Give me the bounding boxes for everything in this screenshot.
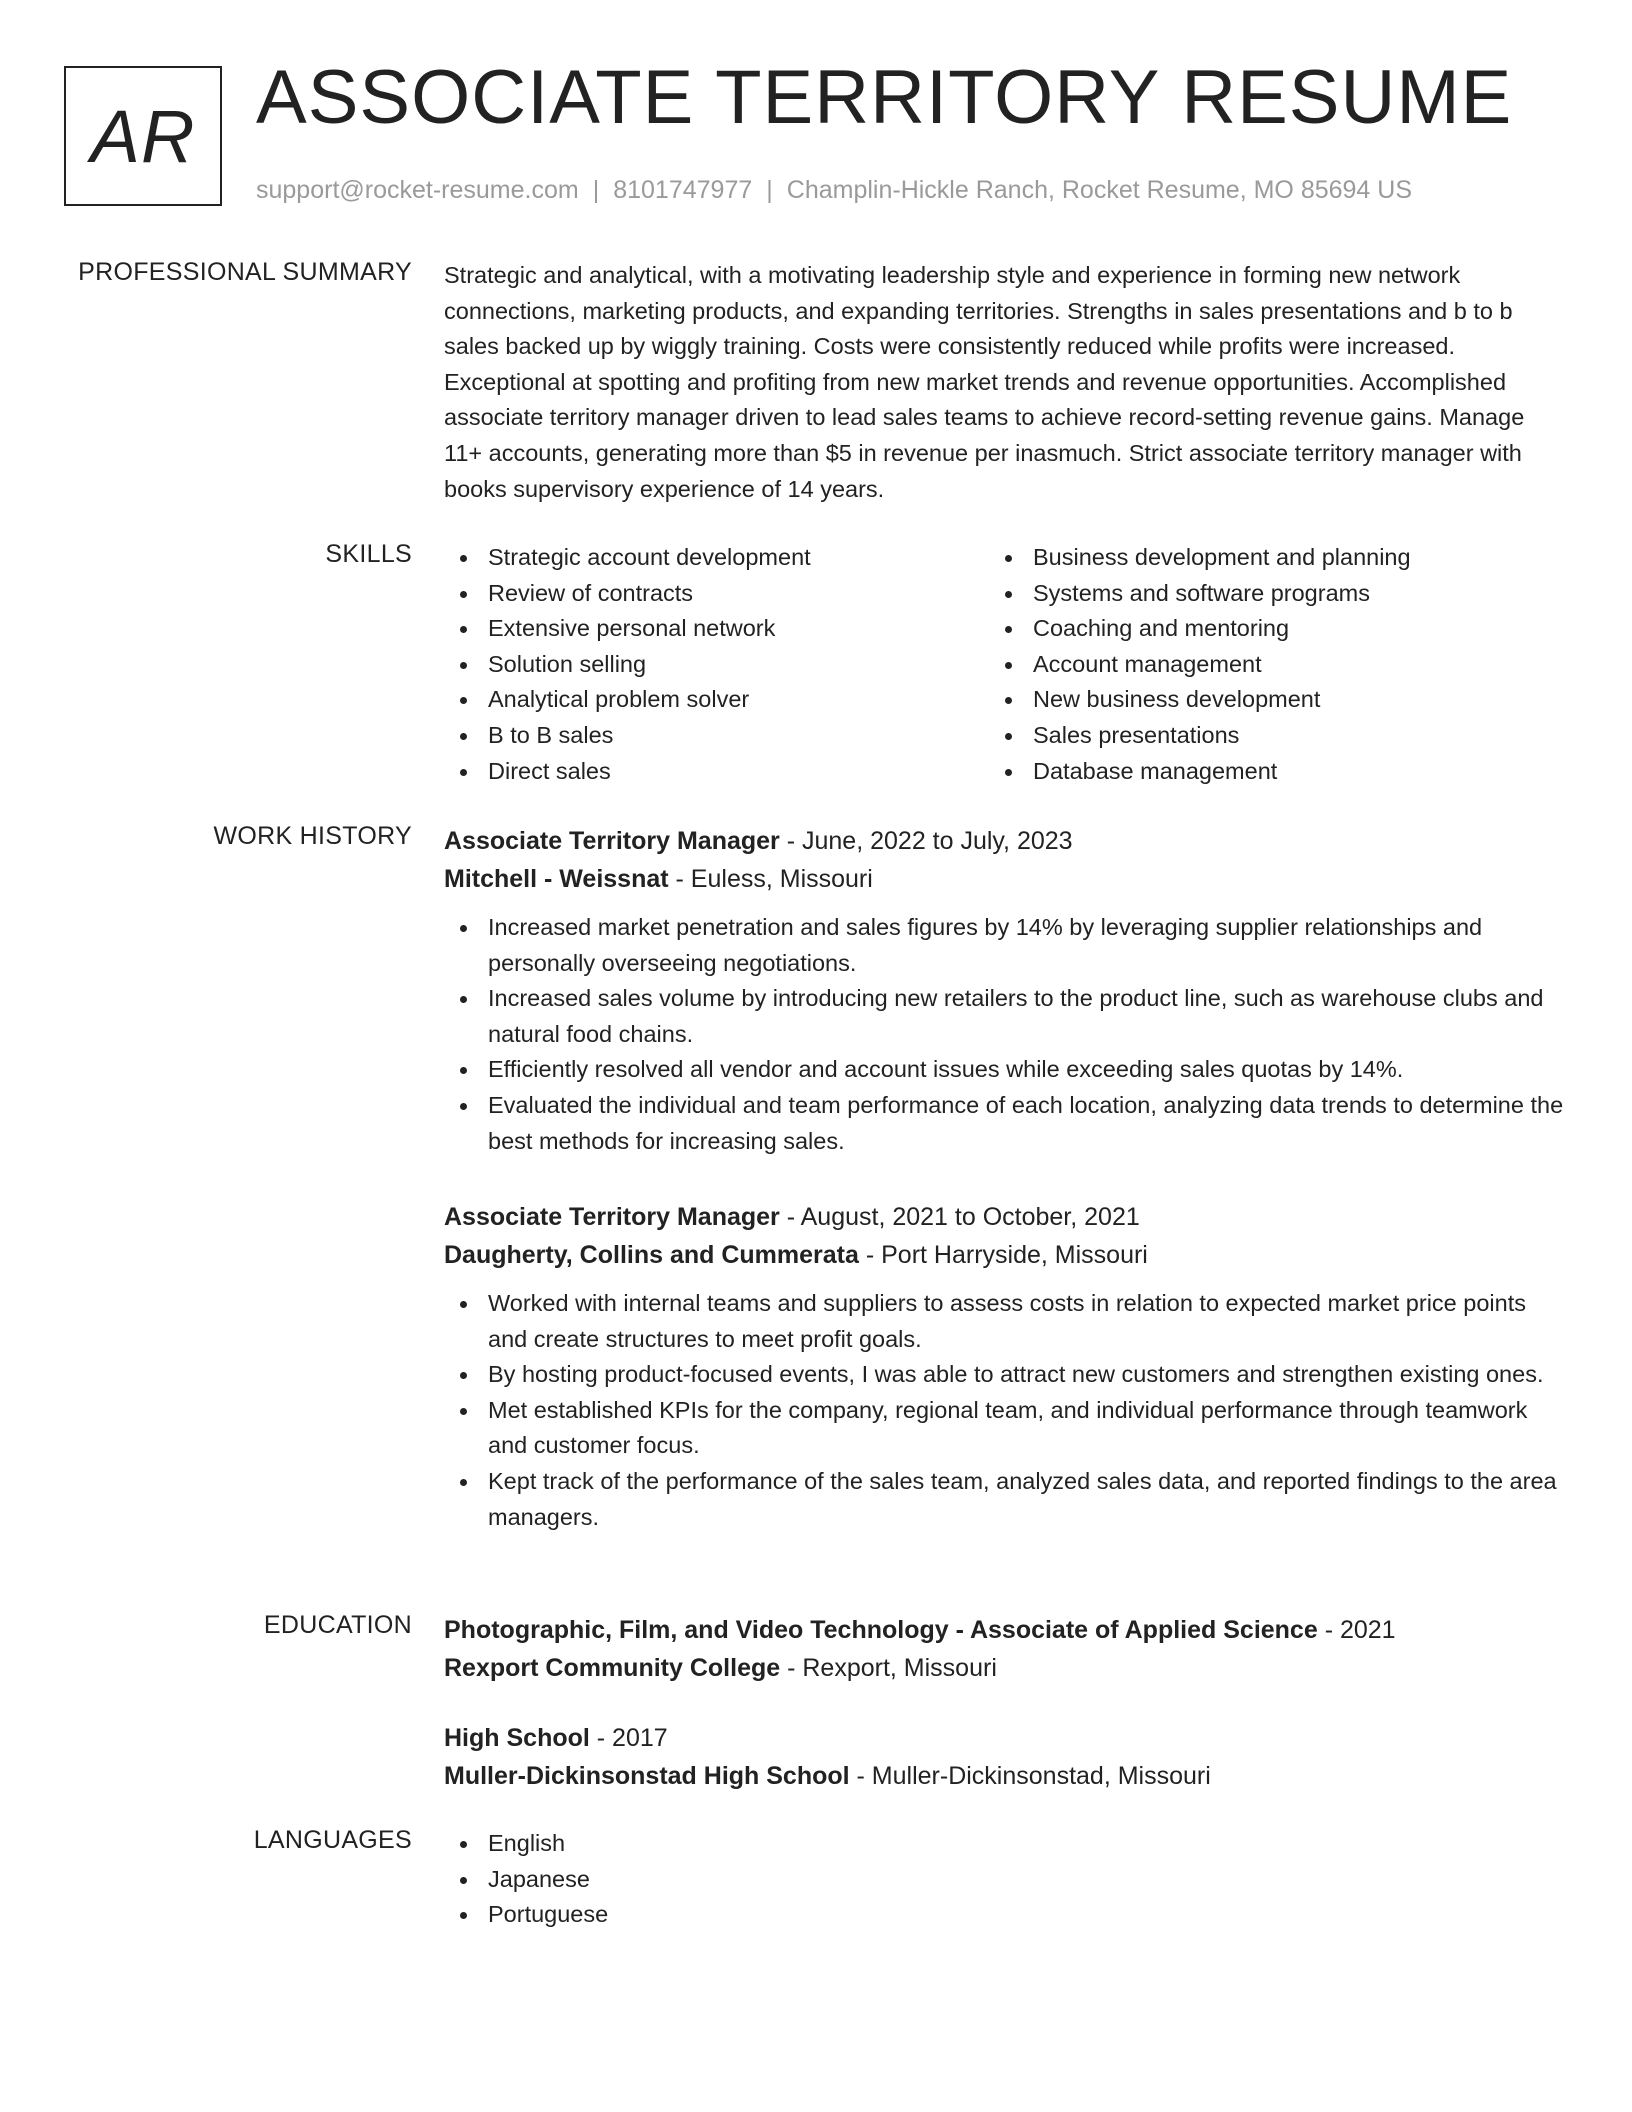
job-company: Daugherty, Collins and Cummerata bbox=[444, 1241, 859, 1269]
job-bullet: Efficiently resolved all vendor and account issues while exceeding sales quotas by 14%. bbox=[444, 1052, 1564, 1088]
skill-item: Business development and planning bbox=[989, 540, 1534, 576]
job-title-line bbox=[444, 822, 1564, 860]
section-label-languages: LANGUAGES bbox=[253, 1826, 412, 1854]
skills-grid bbox=[444, 540, 1564, 789]
contact-separator: | bbox=[766, 176, 773, 204]
job-bullet: Kept track of the performance of the sales team, analyzed sales data, and reported findings to the area managers. bbox=[444, 1464, 1564, 1535]
education-school-line bbox=[444, 1757, 1564, 1795]
contact-separator: | bbox=[592, 176, 600, 204]
skill-item: Coaching and mentoring bbox=[989, 611, 1534, 647]
job-location: - Port Harryside, Missouri bbox=[858, 1241, 1148, 1269]
job-title: Associate Territory Manager bbox=[444, 1203, 780, 1231]
languages-list bbox=[444, 1826, 1564, 1933]
skill-item: Sales presentations bbox=[989, 718, 1534, 754]
summary-body bbox=[444, 258, 1564, 507]
education-year: - 2017 bbox=[589, 1724, 668, 1752]
education-entry bbox=[444, 1611, 1564, 1687]
education-location: - Rexport, Missouri bbox=[780, 1654, 997, 1682]
job-title-line bbox=[444, 1198, 1564, 1236]
contact-address: Champlin-Hickle Ranch, Rocket Resume, MO 85694 US bbox=[786, 176, 1413, 204]
section-label-summary: PROFESSIONAL SUMMARY bbox=[78, 258, 412, 286]
language-item: English bbox=[444, 1826, 1564, 1862]
education-entry bbox=[444, 1719, 1564, 1795]
job-bullet: By hosting product-focused events, I was able to attract new customers and strengthen existing ones. bbox=[444, 1357, 1564, 1393]
skill-item: Review of contracts bbox=[444, 576, 989, 612]
education-degree: Photographic, Film, and Video Technology - Associate of Applied Science bbox=[444, 1616, 1318, 1644]
education-degree-line bbox=[444, 1719, 1564, 1757]
job-bullet-list bbox=[444, 1286, 1564, 1535]
summary-text: Strategic and analytical, with a motivating leadership style and experience in forming new network connections, marketing products, and expanding territories. Strengths in sales presentations and b to b sales backed up by wiggly training. Costs were consistently reduced while profits were increased. Exceptional at spotting and profiting from new market trends and revenue opportunities. Accomplished associate territory manager driven to lead sales teams to achieve record-setting revenue gains. Manage 11+ accounts, generating more than $5 in revenue per inasmuch. Strict associate territory manager with books supervisory experience of 14 years. bbox=[444, 262, 1525, 502]
skill-item: Account management bbox=[989, 647, 1534, 683]
education-degree: High School bbox=[444, 1724, 590, 1752]
job-company: Mitchell - Weissnat bbox=[444, 865, 669, 893]
job-bullet-list bbox=[444, 910, 1564, 1159]
job-company-line bbox=[444, 860, 1564, 898]
section-label-skills: SKILLS bbox=[325, 540, 412, 568]
skill-item: Strategic account development bbox=[444, 540, 989, 576]
education-school: Muller-Dickinsonstad High School bbox=[444, 1762, 850, 1790]
job-dates: - June, 2022 to July, 2023 bbox=[779, 827, 1073, 855]
contact-phone[interactable]: 8101747977 bbox=[613, 176, 753, 204]
job-bullet: Increased market penetration and sales figures by 14% by leveraging supplier relationships and personally overseeing negotiations. bbox=[444, 910, 1564, 981]
resume-name: ASSOCIATE TERRITORY RESUME bbox=[256, 55, 1513, 140]
skill-item: Direct sales bbox=[444, 754, 989, 790]
job-bullet: Met established KPIs for the company, regional team, and individual performance through teamwork and customer focus. bbox=[444, 1393, 1564, 1464]
job-entry bbox=[444, 1198, 1564, 1535]
skills-body bbox=[444, 540, 1564, 789]
skills-list-left bbox=[444, 540, 989, 789]
monogram-box bbox=[64, 66, 222, 206]
language-item: Portuguese bbox=[444, 1897, 1564, 1933]
contact-line bbox=[256, 176, 1412, 205]
skill-item: Solution selling bbox=[444, 647, 989, 683]
job-company-line bbox=[444, 1236, 1564, 1274]
job-dates: - August, 2021 to October, 2021 bbox=[779, 1203, 1140, 1231]
monogram-initials: AR bbox=[90, 94, 196, 178]
section-label-education: EDUCATION bbox=[263, 1611, 412, 1639]
education-location: - Muller-Dickinsonstad, Missouri bbox=[849, 1762, 1211, 1790]
contact-email[interactable]: support@rocket-resume.com bbox=[256, 176, 579, 204]
skill-item: Systems and software programs bbox=[989, 576, 1534, 612]
education-school-line bbox=[444, 1649, 1564, 1687]
language-item: Japanese bbox=[444, 1862, 1564, 1898]
education-degree-line bbox=[444, 1611, 1564, 1649]
skill-item: Database management bbox=[989, 754, 1534, 790]
skill-item: New business development bbox=[989, 682, 1534, 718]
skills-list-right bbox=[989, 540, 1534, 789]
job-bullet: Evaluated the individual and team performance of each location, analyzing data trends to determine the best methods for increasing sales. bbox=[444, 1088, 1564, 1159]
job-title: Associate Territory Manager bbox=[444, 827, 780, 855]
skill-item: Extensive personal network bbox=[444, 611, 989, 647]
skill-item: Analytical problem solver bbox=[444, 682, 989, 718]
languages-body bbox=[444, 1826, 1564, 1933]
job-bullet: Worked with internal teams and suppliers to assess costs in relation to expected market price points and create structures to meet profit goals. bbox=[444, 1286, 1564, 1357]
skill-item: B to B sales bbox=[444, 718, 989, 754]
education-school: Rexport Community College bbox=[444, 1654, 781, 1682]
job-entry bbox=[444, 822, 1564, 1159]
job-bullet: Increased sales volume by introducing new retailers to the product line, such as warehouse clubs and natural food chains. bbox=[444, 981, 1564, 1052]
education-year: - 2021 bbox=[1317, 1616, 1396, 1644]
section-label-work-history: WORK HISTORY bbox=[213, 822, 412, 850]
job-location: - Euless, Missouri bbox=[668, 865, 873, 893]
